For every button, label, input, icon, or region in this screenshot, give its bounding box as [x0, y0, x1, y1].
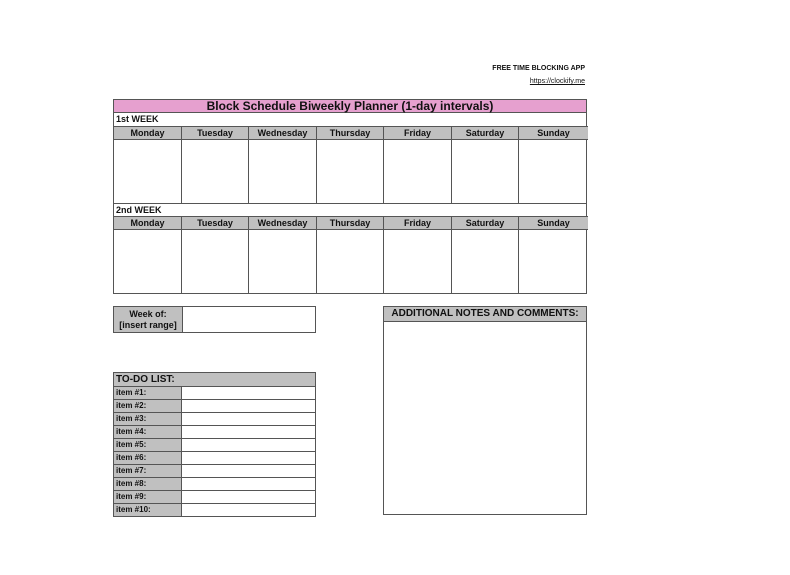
day-cell[interactable] — [114, 229, 182, 293]
day-cell[interactable] — [452, 229, 519, 293]
todo-row — [114, 399, 315, 412]
week-of-box — [113, 306, 316, 333]
notes-header: ADDITIONAL NOTES AND COMMENTS: — [384, 307, 586, 322]
day-cell[interactable] — [384, 229, 452, 293]
planner-title: Block Schedule Biweekly Planner (1-day intervals) — [113, 99, 587, 113]
day-header: Saturday — [452, 216, 519, 229]
day-header: Monday — [114, 126, 182, 139]
todo-row — [114, 464, 315, 477]
day-header: Wednesday — [249, 126, 317, 139]
week-of-label — [114, 307, 183, 332]
week-of-label-line1: Week of: — [129, 308, 167, 319]
week-1-grid — [113, 126, 587, 204]
brand-title: FREE TIME BLOCKING APP — [492, 65, 585, 72]
todo-item-input[interactable] — [182, 491, 315, 503]
week-of-input[interactable] — [183, 307, 315, 332]
notes-box — [383, 306, 587, 515]
todo-header: TO-DO LIST: — [114, 373, 315, 386]
day-header: Sunday — [519, 126, 588, 139]
day-header: Friday — [384, 126, 452, 139]
todo-item-label: item #5: — [114, 439, 182, 451]
todo-item-input[interactable] — [182, 413, 315, 425]
todo-item-input[interactable] — [182, 465, 315, 477]
week-of-label-line2: [insert range] — [119, 319, 177, 330]
day-header: Saturday — [452, 126, 519, 139]
day-cell[interactable] — [182, 139, 249, 203]
todo-row — [114, 425, 315, 438]
day-header: Wednesday — [249, 216, 317, 229]
day-header: Thursday — [317, 126, 384, 139]
todo-row — [114, 438, 315, 451]
notes-area[interactable] — [384, 322, 586, 514]
day-cell[interactable] — [114, 139, 182, 203]
todo-item-input[interactable] — [182, 452, 315, 464]
day-cell[interactable] — [249, 229, 317, 293]
todo-item-input[interactable] — [182, 400, 315, 412]
todo-list — [113, 372, 316, 517]
day-cell[interactable] — [317, 139, 384, 203]
day-cell[interactable] — [519, 229, 588, 293]
brand-link[interactable]: https://clockify.me — [529, 78, 585, 85]
todo-item-label: item #2: — [114, 400, 182, 412]
todo-row — [114, 451, 315, 464]
day-header: Monday — [114, 216, 182, 229]
todo-row — [114, 386, 315, 399]
todo-item-input[interactable] — [182, 426, 315, 438]
week-2-grid — [113, 216, 587, 294]
day-cell[interactable] — [519, 139, 588, 203]
todo-item-input[interactable] — [182, 504, 315, 516]
day-cell[interactable] — [317, 229, 384, 293]
todo-item-label: item #6: — [114, 452, 182, 464]
todo-row — [114, 477, 315, 490]
day-header: Thursday — [317, 216, 384, 229]
day-cell[interactable] — [182, 229, 249, 293]
todo-item-label: item #4: — [114, 426, 182, 438]
todo-item-label: item #10: — [114, 504, 182, 516]
day-header: Tuesday — [182, 216, 249, 229]
todo-row — [114, 412, 315, 425]
week-2-label: 2nd WEEK — [113, 203, 587, 217]
day-header: Tuesday — [182, 126, 249, 139]
todo-item-input[interactable] — [182, 387, 315, 399]
todo-item-label: item #7: — [114, 465, 182, 477]
week-1-label: 1st WEEK — [113, 113, 587, 127]
todo-item-label: item #9: — [114, 491, 182, 503]
day-cell[interactable] — [249, 139, 317, 203]
day-cell[interactable] — [384, 139, 452, 203]
day-cell[interactable] — [452, 139, 519, 203]
todo-row — [114, 503, 315, 516]
todo-item-label: item #3: — [114, 413, 182, 425]
day-header: Sunday — [519, 216, 588, 229]
todo-item-label: item #1: — [114, 387, 182, 399]
day-header: Friday — [384, 216, 452, 229]
todo-row — [114, 490, 315, 503]
todo-item-input[interactable] — [182, 478, 315, 490]
todo-item-label: item #8: — [114, 478, 182, 490]
todo-item-input[interactable] — [182, 439, 315, 451]
